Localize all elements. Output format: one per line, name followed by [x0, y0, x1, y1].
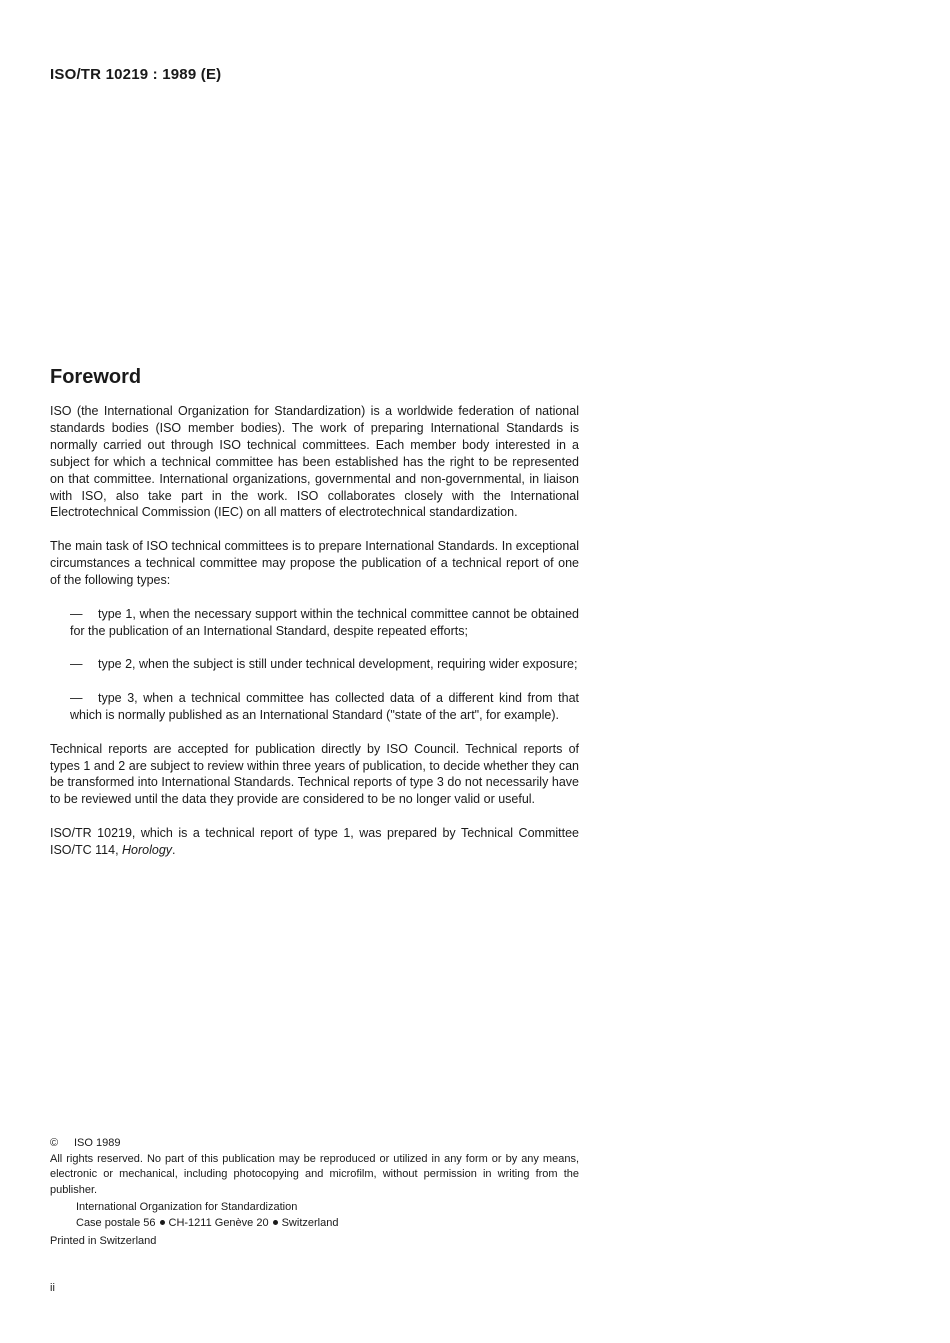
list-item-type-2 — [50, 656, 579, 673]
postal-city: CH-1211 Genève 20 — [168, 1216, 269, 1229]
rights-notice: All rights reserved. No part of this publication may be reproduced or utilized in any form or by any means, electronic or mechanical, including photocopying and microfilm, without permission in writing from the publisher. — [50, 1152, 579, 1196]
review-paragraph: Technical reports are accepted for publication directly by ISO Council. Technical reports of types 1 and 2 are subject to review within three years of publication, to decide whether they can be transformed into International Standards. Technical reports of type 3 do not necessarily have to be reviewed until the data they provide are considered to be no longer valid or useful. — [50, 741, 579, 807]
org-name: International Organization for Standardization — [76, 1201, 298, 1213]
copyright-block — [50, 1136, 579, 1250]
printed-notice: Printed in Switzerland — [50, 1235, 157, 1247]
committee-name: Horology — [122, 843, 173, 858]
bullet-icon — [160, 1220, 165, 1225]
type-1-text: type 1, when the necessary support within the technical committee cannot be obtained for the publication of an International Standard, despite repeated efforts; — [70, 607, 579, 638]
list-item-type-3 — [50, 690, 579, 724]
closing-period: . — [172, 843, 176, 858]
type-2-text: type 2, when the subject is still under technical development, requiring wider exposure; — [98, 657, 578, 672]
dash-marker: — — [70, 690, 83, 705]
postal-address — [76, 1216, 579, 1232]
postal-box: Case postale 56 — [76, 1216, 156, 1229]
copyright-year: ISO 1989 — [74, 1137, 121, 1149]
document-header: ISO/TR 10219 : 1989 (E) — [50, 66, 222, 83]
foreword-paragraph-2: The main task of ISO technical committees is to prepare International Standards. In exceptional circumstances a technical committee may propose the publication of a technical report of one of the following types: — [50, 539, 579, 588]
dash-marker: — — [70, 657, 83, 672]
bullet-icon — [273, 1220, 278, 1225]
foreword-paragraph-1: ISO (the International Organization for Standardization) is a worldwide federation of national standards bodies (ISO member bodies). The work of preparing International Standards is normally carried out through ISO technical committees. Each member body interested in a subject for which a technical committee has been established has the right to be represented on that committee. International organizations, governmental and non-governmental, in liaison with ISO, also take part in the work. ISO collaborates closely with the International Electrotechnical Commission (IEC) on all matters of electrotechnical standardization. — [50, 404, 579, 520]
report-types-list — [50, 606, 579, 724]
publisher-address — [76, 1200, 579, 1231]
foreword-section — [50, 364, 579, 876]
copyright-line — [50, 1136, 579, 1152]
list-item-type-1 — [50, 606, 579, 640]
dash-marker: — — [70, 607, 83, 622]
closing-paragraph — [50, 825, 579, 859]
copyright-icon: © — [50, 1137, 59, 1149]
foreword-heading: Foreword — [50, 366, 142, 388]
postal-country: Switzerland — [281, 1216, 339, 1229]
type-3-text: type 3, when a technical committee has collected data of a different kind from that which is normally published as an International Standard ("state of the art", for example). — [70, 690, 579, 722]
page-number: ii — [50, 1282, 55, 1294]
closing-text: ISO/TR 10219, which is a technical report of type 1, was prepared by Technical Committee ISO/TC 114, — [50, 826, 579, 858]
